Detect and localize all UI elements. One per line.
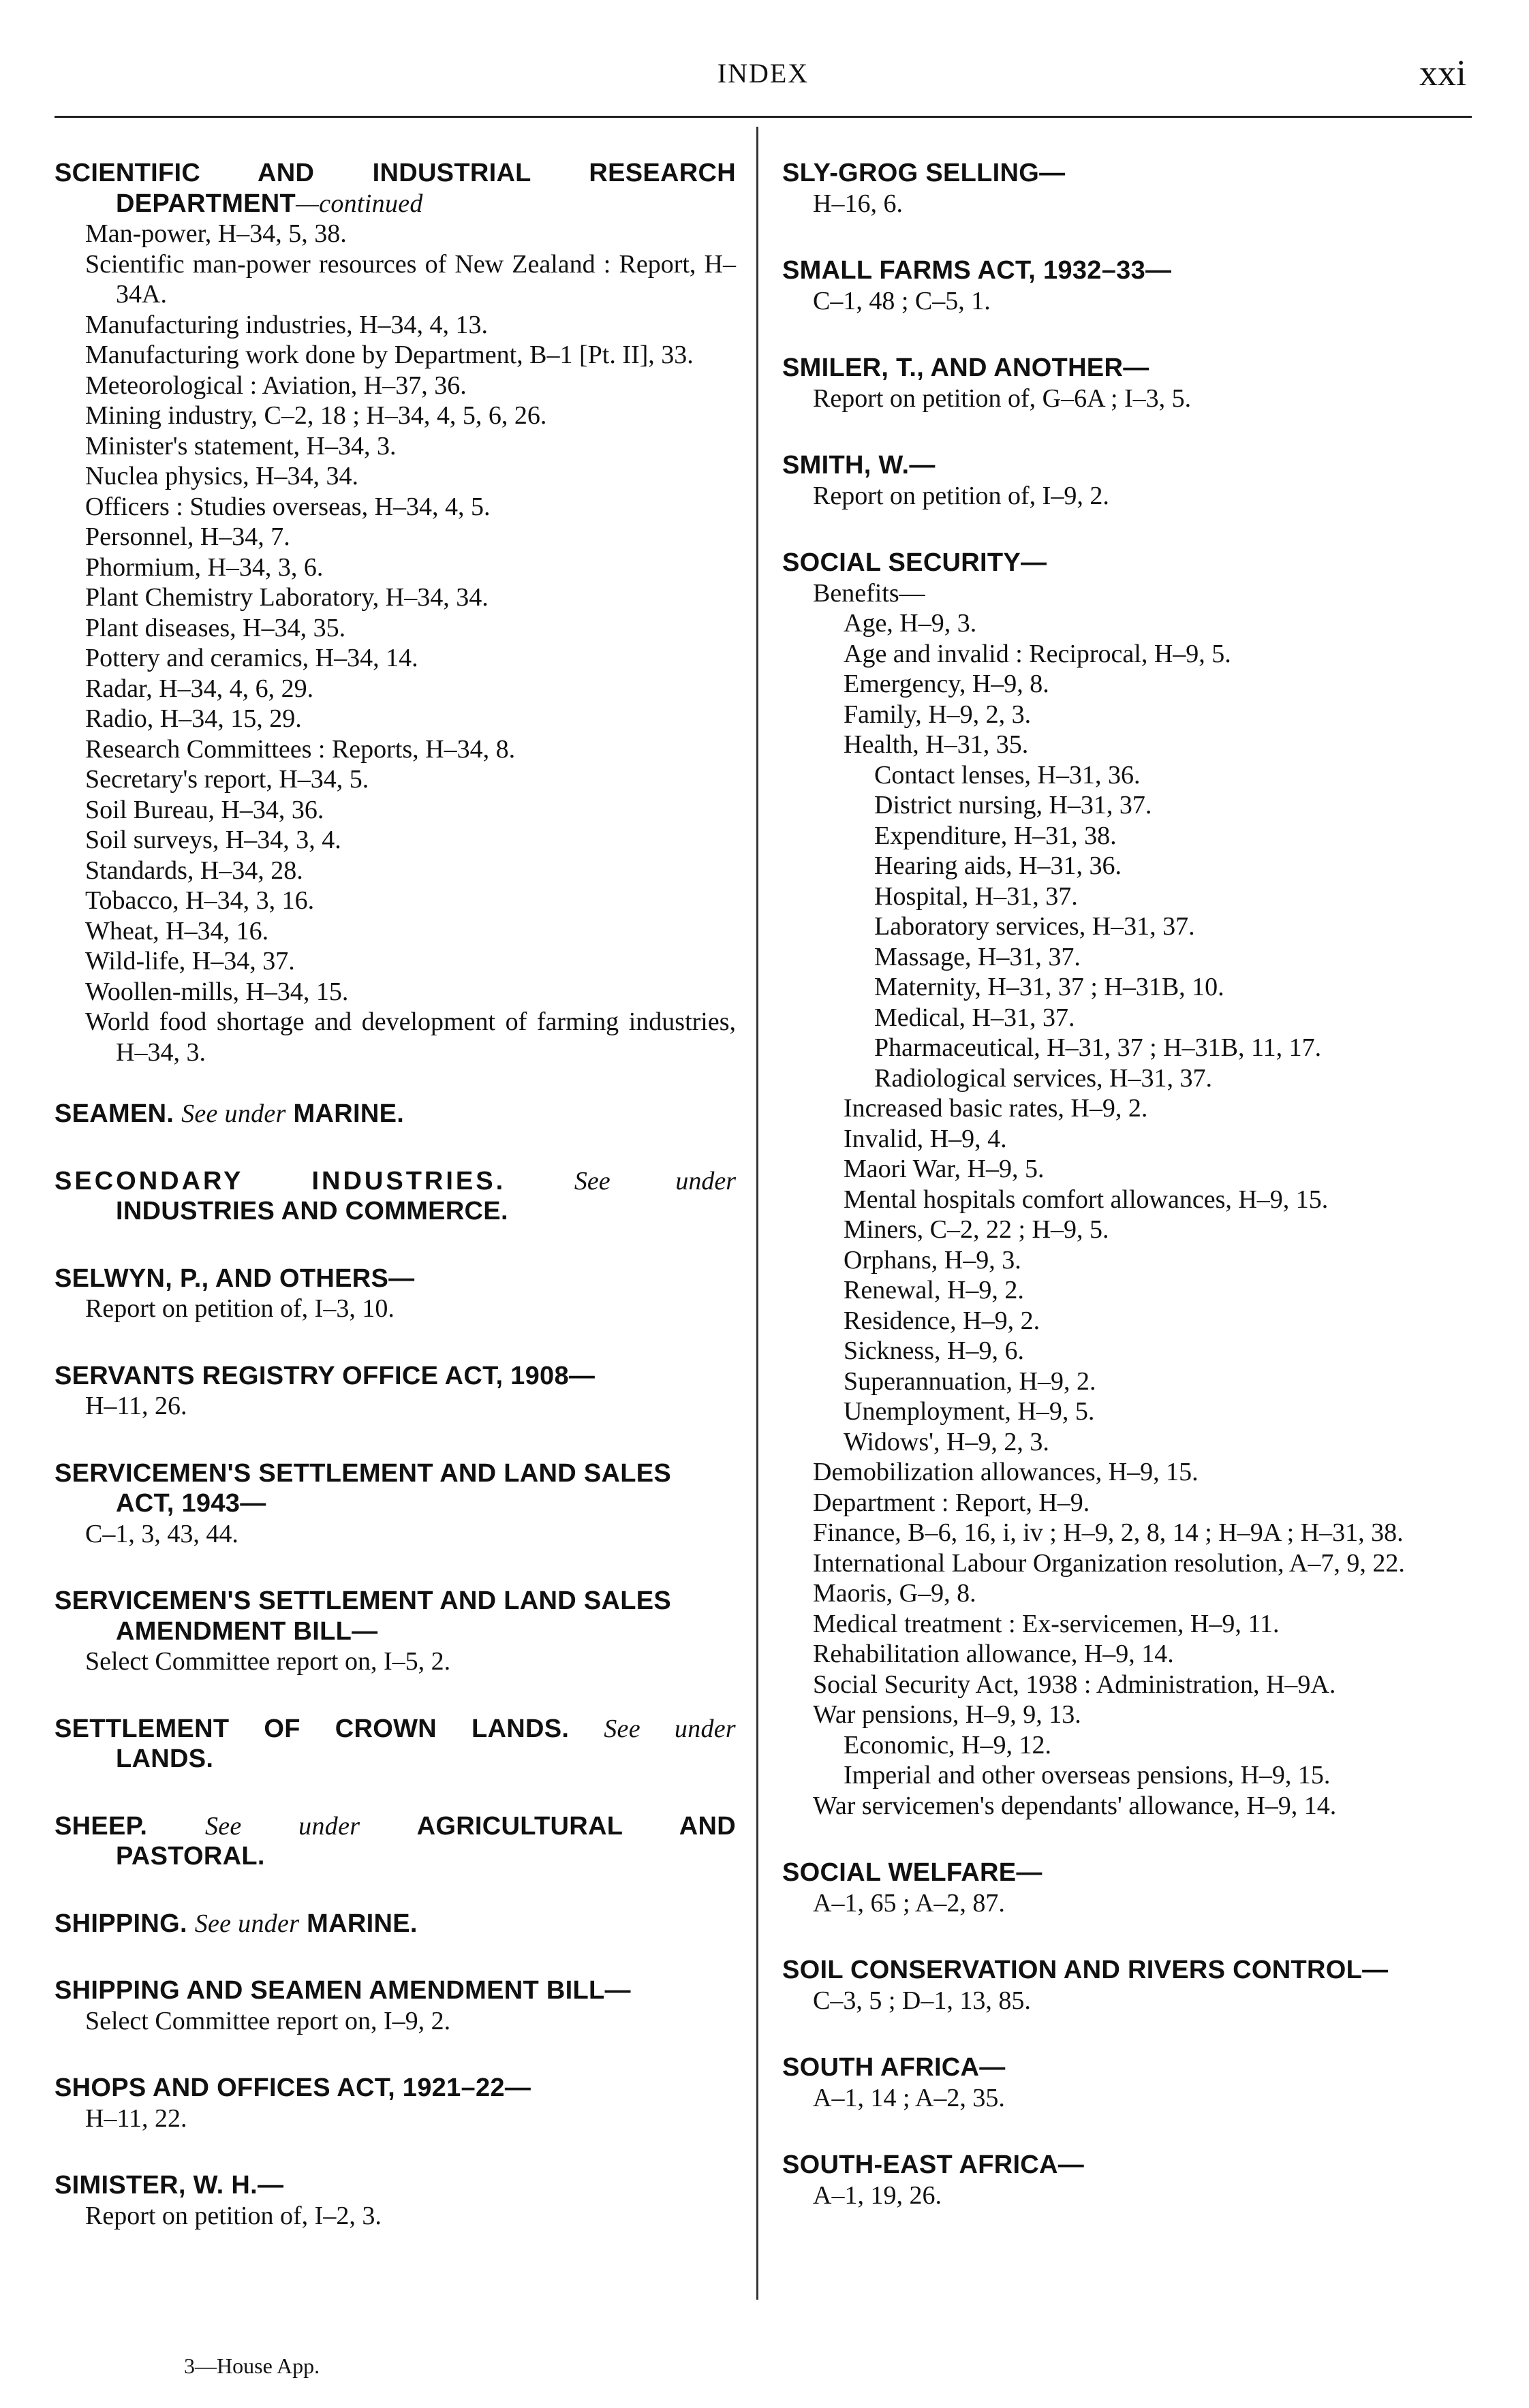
entry-heading: SOIL CONSERVATION AND RIVERS CONTROL—: [782, 1956, 1389, 1984]
entry-heading: SIMISTER, W. H.—: [55, 2171, 284, 2200]
sub-entry: Invalid, H–9, 4.: [844, 1124, 1007, 1153]
sub-entry: Massage, H–31, 37.: [874, 942, 1081, 971]
sub-entry: Emergency, H–9, 8.: [844, 670, 1049, 698]
sub-entry: Plant Chemistry Laboratory, H–34, 34.: [85, 583, 489, 612]
sub-entry: Secretary's report, H–34, 5.: [85, 765, 369, 794]
entry-heading: [55, 1166, 736, 1227]
entry-heading: SLY-GROG SELLING—: [782, 159, 1066, 187]
sub-entry: Renewal, H–9, 2.: [844, 1276, 1024, 1304]
heading-text: DEPARTMENT: [116, 189, 296, 218]
sub-entry: Manufacturing work done by Department, B–1 [Pt. II], 33.: [85, 341, 694, 369]
header-rule: [55, 116, 1472, 118]
sub-entry: War servicemen's dependants' allowance, H–9, 14.: [813, 1791, 1337, 1820]
sub-entry: Phormium, H–34, 3, 6.: [85, 552, 324, 582]
sub-entry: Pharmaceutical, H–31, 37 ; H–31B, 11, 17.: [874, 1033, 1322, 1062]
benefit-list: [782, 608, 1464, 760]
sub-entry: Officers : Studies overseas, H–34, 4, 5.: [85, 492, 491, 521]
sub-entry: Research Committees : Reports, H–34, 8.: [85, 734, 516, 764]
entry-heading: SOUTH-EAST AFRICA—: [782, 2151, 1085, 2179]
sub-entry: Man-power, H–34, 5, 38.: [85, 219, 347, 248]
sub-entry: Report on petition of, I–3, 10.: [85, 1294, 395, 1323]
sub-entry: Nuclea physics, H–34, 34.: [85, 462, 359, 490]
index-entry-servicemen-act: [55, 1458, 736, 1550]
entry-heading: [55, 1714, 736, 1774]
sub-entry: Economic, H–9, 12.: [844, 1730, 1052, 1760]
heading-text: SETTLEMENT OF CROWN LANDS.: [55, 1714, 570, 1743]
heading-line: [55, 1714, 736, 1745]
index-entry-smith: [782, 450, 1464, 511]
sub-entry: Meteorological : Aviation, H–37, 36.: [85, 371, 467, 400]
entry-heading: SOCIAL SECURITY—: [782, 548, 1047, 577]
sub-entry: Pottery and ceramics, H–34, 14.: [85, 644, 418, 672]
sub-entry: Soil surveys, H–34, 3, 4.: [85, 826, 341, 854]
sub-entry: Sickness, H–9, 6.: [844, 1336, 1024, 1365]
heading-line: SCIENTIFIC AND INDUSTRIAL RESEARCH: [55, 159, 736, 187]
index-entry-social-security: [782, 548, 1464, 1821]
health-list: [782, 760, 1464, 1094]
sub-entry: Mental hospitals comfort allowances, H–9, 15.: [844, 1185, 1329, 1214]
social-security-list: [782, 1457, 1464, 1730]
index-entry-south-east-africa: [782, 2150, 1464, 2210]
sub-entry: Social Security Act, 1938 : Administration, H–9A.: [813, 1670, 1336, 1699]
sub-entry: H–11, 26.: [85, 1392, 187, 1420]
cross-reference-target: MARINE.: [307, 1909, 418, 1938]
left-column: [55, 158, 736, 2268]
header-title: INDEX: [717, 58, 809, 89]
sub-entry: Expenditure, H–31, 38.: [874, 821, 1117, 850]
sub-entry: Soil Bureau, H–34, 36.: [85, 795, 324, 824]
index-entry-south-africa: [782, 2052, 1464, 2113]
sub-entry: Unemployment, H–9, 5.: [844, 1397, 1095, 1426]
sub-entry: Department : Report, H–9.: [813, 1488, 1090, 1517]
heading-text: SHEEP.: [55, 1811, 148, 1841]
continued-label: —continued: [296, 189, 423, 218]
sub-entry: Laboratory services, H–31, 37.: [874, 912, 1195, 941]
sub-entry: Benefits—: [813, 578, 925, 608]
heading-line: SERVICEMEN'S SETTLEMENT AND LAND SALES: [55, 1586, 672, 1615]
sub-entry: Orphans, H–9, 3.: [844, 1245, 1021, 1275]
sub-entry: Hearing aids, H–31, 36.: [874, 851, 1122, 880]
sub-entries: [55, 219, 736, 1067]
index-entry-selwyn: [55, 1264, 736, 1324]
entry-heading: SOUTH AFRICA—: [782, 2053, 1006, 2082]
sub-entry: Select Committee report on, I–5, 2.: [85, 1647, 451, 1676]
index-entry-settlement: [55, 1714, 736, 1774]
see-reference: See under: [181, 1099, 286, 1128]
sub-entry: Plant diseases, H–34, 35.: [85, 613, 346, 642]
entry-heading: SMALL FARMS ACT, 1932–33—: [782, 256, 1172, 285]
index-entry-shipping: [55, 1909, 736, 1939]
sub-entry: Radio, H–34, 15, 29.: [85, 704, 302, 733]
war-pensions-list: [782, 1730, 1464, 1791]
index-entry-social-welfare: [782, 1858, 1464, 1918]
sub-entry: Superannuation, H–9, 2.: [844, 1366, 1096, 1396]
sub-entry: International Labour Organization resolution, A–7, 9, 22.: [813, 1548, 1405, 1578]
entry-heading: SHOPS AND OFFICES ACT, 1921–22—: [55, 2074, 531, 2102]
heading-line: [55, 1166, 736, 1197]
sub-entry: Rehabilitation allowance, H–9, 14.: [813, 1640, 1174, 1668]
sub-entry: H–11, 22.: [85, 2104, 187, 2133]
heading-text: SEAMEN.: [55, 1099, 174, 1128]
see-reference: See under: [574, 1166, 737, 1195]
index-entry-scientific: [55, 158, 736, 1067]
sub-entry: Maoris, G–9, 8.: [813, 1579, 976, 1608]
sub-entry: Imperial and other overseas pensions, H–9, 15.: [844, 1761, 1331, 1789]
entry-heading: SELWYN, P., AND OTHERS—: [55, 1264, 415, 1293]
sub-entry: Wheat, H–34, 16.: [85, 916, 269, 945]
sub-entry: Maori War, H–9, 5.: [844, 1155, 1045, 1183]
sub-entry: Health, H–31, 35.: [844, 730, 1029, 759]
sub-entry: Report on petition of, I–2, 3.: [85, 2201, 382, 2230]
entry-heading: SOCIAL WELFARE—: [782, 1858, 1042, 1887]
sub-entry: C–3, 5 ; D–1, 13, 85.: [813, 1986, 1031, 2015]
heading-text: SECONDARY INDUSTRIES.: [55, 1166, 506, 1195]
page-number: xxi: [1419, 52, 1466, 93]
sub-entry: Finance, B–6, 16, i, iv ; H–9, 2, 8, 14 ; H–9A ; H–31, 38.: [813, 1518, 1404, 1547]
sub-entry: H–16, 6.: [813, 189, 903, 218]
heading-line: [55, 1811, 736, 1842]
index-entry-shipping-seamen: [55, 1975, 736, 2036]
cross-reference-target: LANDS.: [116, 1745, 214, 1773]
sub-entry: A–1, 14 ; A–2, 35.: [813, 2083, 1005, 2112]
entry-heading: [55, 1811, 736, 1872]
entry-heading: [55, 1099, 736, 1129]
sub-entry: World food shortage and development of farming industries, H–34, 3.: [85, 1007, 736, 1067]
sub-entry: Medical treatment : Ex-servicemen, H–9, 11.: [813, 1609, 1280, 1638]
page-header: [55, 53, 1472, 101]
sub-entry: Wild-life, H–34, 37.: [85, 947, 295, 975]
heading-line: [55, 189, 736, 219]
index-entry-smiler: [782, 353, 1464, 413]
sub-entry: Hospital, H–31, 37.: [874, 881, 1078, 911]
heading-line: SERVICEMEN'S SETTLEMENT AND LAND SALES: [55, 1458, 672, 1488]
column-divider: [756, 127, 758, 2300]
entry-heading: [55, 1458, 736, 1519]
index-entry-secondary-industries: [55, 1166, 736, 1227]
cross-reference-target: PASTORAL.: [116, 1842, 265, 1871]
index-entry-servicemen-bill: [55, 1586, 736, 1677]
cross-reference-target: AGRICULTURAL AND: [416, 1811, 737, 1841]
sub-entry: Report on petition of, I–9, 2.: [813, 481, 1109, 510]
sub-entry: Tobacco, H–34, 3, 16.: [85, 886, 315, 915]
see-reference: See under: [194, 1909, 300, 1938]
sub-entry: Miners, C–2, 22 ; H–9, 5.: [844, 1215, 1109, 1244]
sub-entry: Minister's statement, H–34, 3.: [85, 431, 397, 460]
entry-heading: [55, 158, 736, 219]
sub-entry: Demobilization allowances, H–9, 15.: [813, 1458, 1199, 1486]
entry-heading: SHIPPING AND SEAMEN AMENDMENT BILL—: [55, 1976, 631, 2005]
sub-entry: Residence, H–9, 2.: [844, 1306, 1040, 1335]
heading-text: SHIPPING.: [55, 1909, 187, 1938]
entry-heading: [55, 1909, 736, 1939]
see-reference: See under: [604, 1714, 736, 1743]
entry-heading: SMITH, W.—: [782, 451, 936, 480]
see-reference: See under: [204, 1811, 360, 1841]
sub-entry: Personnel, H–34, 7.: [85, 522, 290, 551]
sub-entry: C–1, 3, 43, 44.: [85, 1519, 238, 1548]
sub-entry: Radar, H–34, 4, 6, 29.: [85, 674, 314, 703]
index-entry-simister: [55, 2170, 736, 2231]
sub-entry: War pensions, H–9, 9, 13.: [813, 1700, 1081, 1729]
sub-entry: Increased basic rates, H–9, 2.: [844, 1094, 1148, 1123]
sub-entry: Radiological services, H–31, 37.: [874, 1063, 1213, 1093]
index-entry-sly-grog: [782, 158, 1464, 219]
index-entry-servants-registry: [55, 1361, 736, 1422]
heading-line: AMENDMENT BILL—: [116, 1616, 378, 1646]
sub-entry: Scientific man-power resources of New Zealand : Report, H–34A.: [85, 249, 736, 309]
entry-heading: SMILER, T., AND ANOTHER—: [782, 354, 1149, 382]
sub-entry: Contact lenses, H–31, 36.: [874, 760, 1141, 789]
cross-reference-target: INDUSTRIES AND COMMERCE.: [116, 1197, 508, 1225]
sub-entry: Age, H–9, 3.: [844, 609, 977, 638]
sub-entry: Age and invalid : Reciprocal, H–9, 5.: [844, 639, 1231, 668]
sub-entry: Standards, H–34, 28.: [85, 856, 303, 885]
index-entry-sheep: [55, 1811, 736, 1872]
heading-line: ACT, 1943—: [116, 1489, 266, 1518]
sub-entry: A–1, 65 ; A–2, 87.: [813, 1888, 1005, 1918]
sub-entry: Woollen-mills, H–34, 15.: [85, 977, 349, 1006]
sub-entry: C–1, 48 ; C–5, 1.: [813, 286, 991, 315]
sub-entry: District nursing, H–31, 37.: [874, 791, 1152, 819]
index-entry-seamen: [55, 1099, 736, 1129]
index-entry-shops: [55, 2073, 736, 2133]
index-entry-small-farms: [782, 255, 1464, 316]
sub-entry: Manufacturing industries, H–34, 4, 13.: [85, 310, 489, 339]
footer-signature: 3—House App.: [184, 2354, 320, 2378]
index-entry-soil-conservation: [782, 1955, 1464, 2016]
benefit-list: [782, 1093, 1464, 1457]
cross-reference-target: MARINE.: [293, 1099, 405, 1128]
sub-entry: Report on petition of, G–6A ; I–3, 5.: [813, 384, 1192, 413]
sub-entry: Medical, H–31, 37.: [874, 1003, 1075, 1032]
right-column: [782, 158, 1464, 2247]
sub-entry: Widows', H–9, 2, 3.: [844, 1427, 1049, 1456]
sub-entry: Maternity, H–31, 37 ; H–31B, 10.: [874, 973, 1224, 1001]
sub-entry: Mining industry, C–2, 18 ; H–34, 4, 5, 6, 26.: [85, 401, 547, 430]
sub-entry: Family, H–9, 2, 3.: [844, 700, 1032, 729]
entry-heading: [55, 1586, 736, 1646]
sub-entry: Select Committee report on, I–9, 2.: [85, 2006, 451, 2035]
sub-entry: A–1, 19, 26.: [813, 2180, 942, 2210]
entry-heading: SERVANTS REGISTRY OFFICE ACT, 1908—: [55, 1361, 596, 1390]
